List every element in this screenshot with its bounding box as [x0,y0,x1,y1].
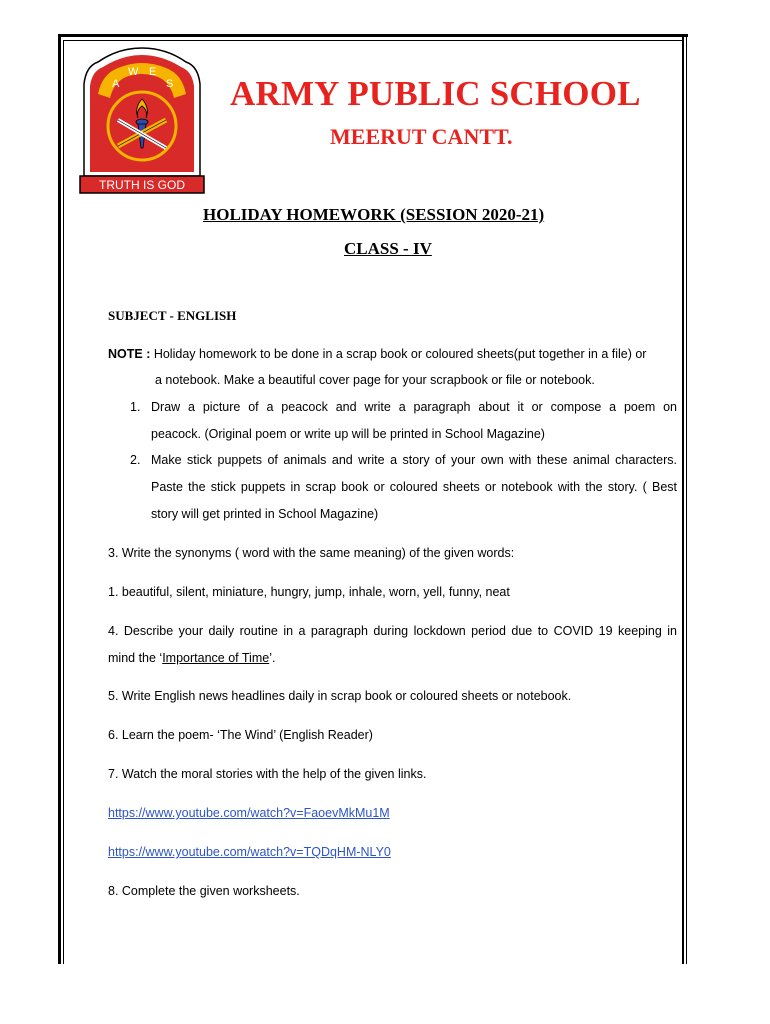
q4-pre: mind the ‘ [108,651,163,665]
note-line-2: a notebook. Make a beautiful cover page for your scrapbook or file or notebook. [155,373,595,387]
question-6: 6. Learn the poem- ‘The Wind’ (English Reader) [108,728,373,742]
list-item-1-line-1: Draw a picture of a peacock and write a paragraph about it or compose a poem on [151,400,677,414]
page-border-left [58,34,61,964]
list-item-2-line-1: Make stick puppets of animals and write a story of your own with these animal characters. [151,453,677,467]
logo-letter-s: S [166,78,174,90]
importance-of-time: Importance of Time [162,651,270,665]
youtube-link-2[interactable]: https://www.youtube.com/watch?v=TQDqHM-NLY0 [108,845,391,859]
question-7: 7. Watch the moral stories with the help of the given links. [108,767,427,781]
list-item-1-line-2: peacock. (Original poem or write up will be printed in School Magazine) [151,427,545,441]
school-name: ARMY PUBLIC SCHOOL [230,74,641,113]
school-logo [78,44,206,194]
page-border-top-inner [63,40,683,41]
list-num-2: 2. [130,453,141,467]
question-3: 3. Write the synonyms ( word with the same meaning) of the given words: [108,546,515,560]
note-text-1: Holiday homework to be done in a scrap book or coloured sheets(put together in a file) or [150,347,647,361]
list-num-1: 1. [130,400,141,414]
note-label: NOTE : [108,347,151,361]
question-4-line-2 [108,650,275,666]
subject-heading: SUBJECT - ENGLISH [108,308,237,323]
page-border-top [58,34,688,37]
page-border-right-inner [686,34,687,964]
list-item-2-line-2: Paste the stick puppets in scrap book or coloured sheets or notebook with the story. ( Best [151,480,677,494]
homework-title: HOLIDAY HOMEWORK (SESSION 2020-21) [203,205,545,224]
logo-motto: TRUTH IS GOD [99,178,185,192]
logo-letter-a: A [112,78,120,90]
class-title: CLASS - IV [344,239,432,258]
list-item-2-line-3: story will get printed in School Magazine) [151,507,379,521]
question-8: 8. Complete the given worksheets. [108,884,300,898]
logo-letter-e: E [149,66,157,78]
note-line-1 [108,346,646,362]
logo-letter-w: W [128,66,139,78]
question-5: 5. Write English news headlines daily in scrap book or coloured sheets or notebook. [108,689,572,703]
question-3-words: 1. beautiful, silent, miniature, hungry, jump, inhale, worn, yell, funny, neat [108,585,510,599]
page-border-left-inner [63,40,64,964]
question-4-line-1: 4. Describe your daily routine in a paragraph during lockdown period due to COVID 19 keeping in [108,624,677,638]
school-location: MEERUT CANTT. [330,124,513,149]
q4-post: ’. [269,651,276,665]
page-border-right [682,34,684,964]
youtube-link-1[interactable]: https://www.youtube.com/watch?v=FaoevMkMu1M [108,806,390,820]
